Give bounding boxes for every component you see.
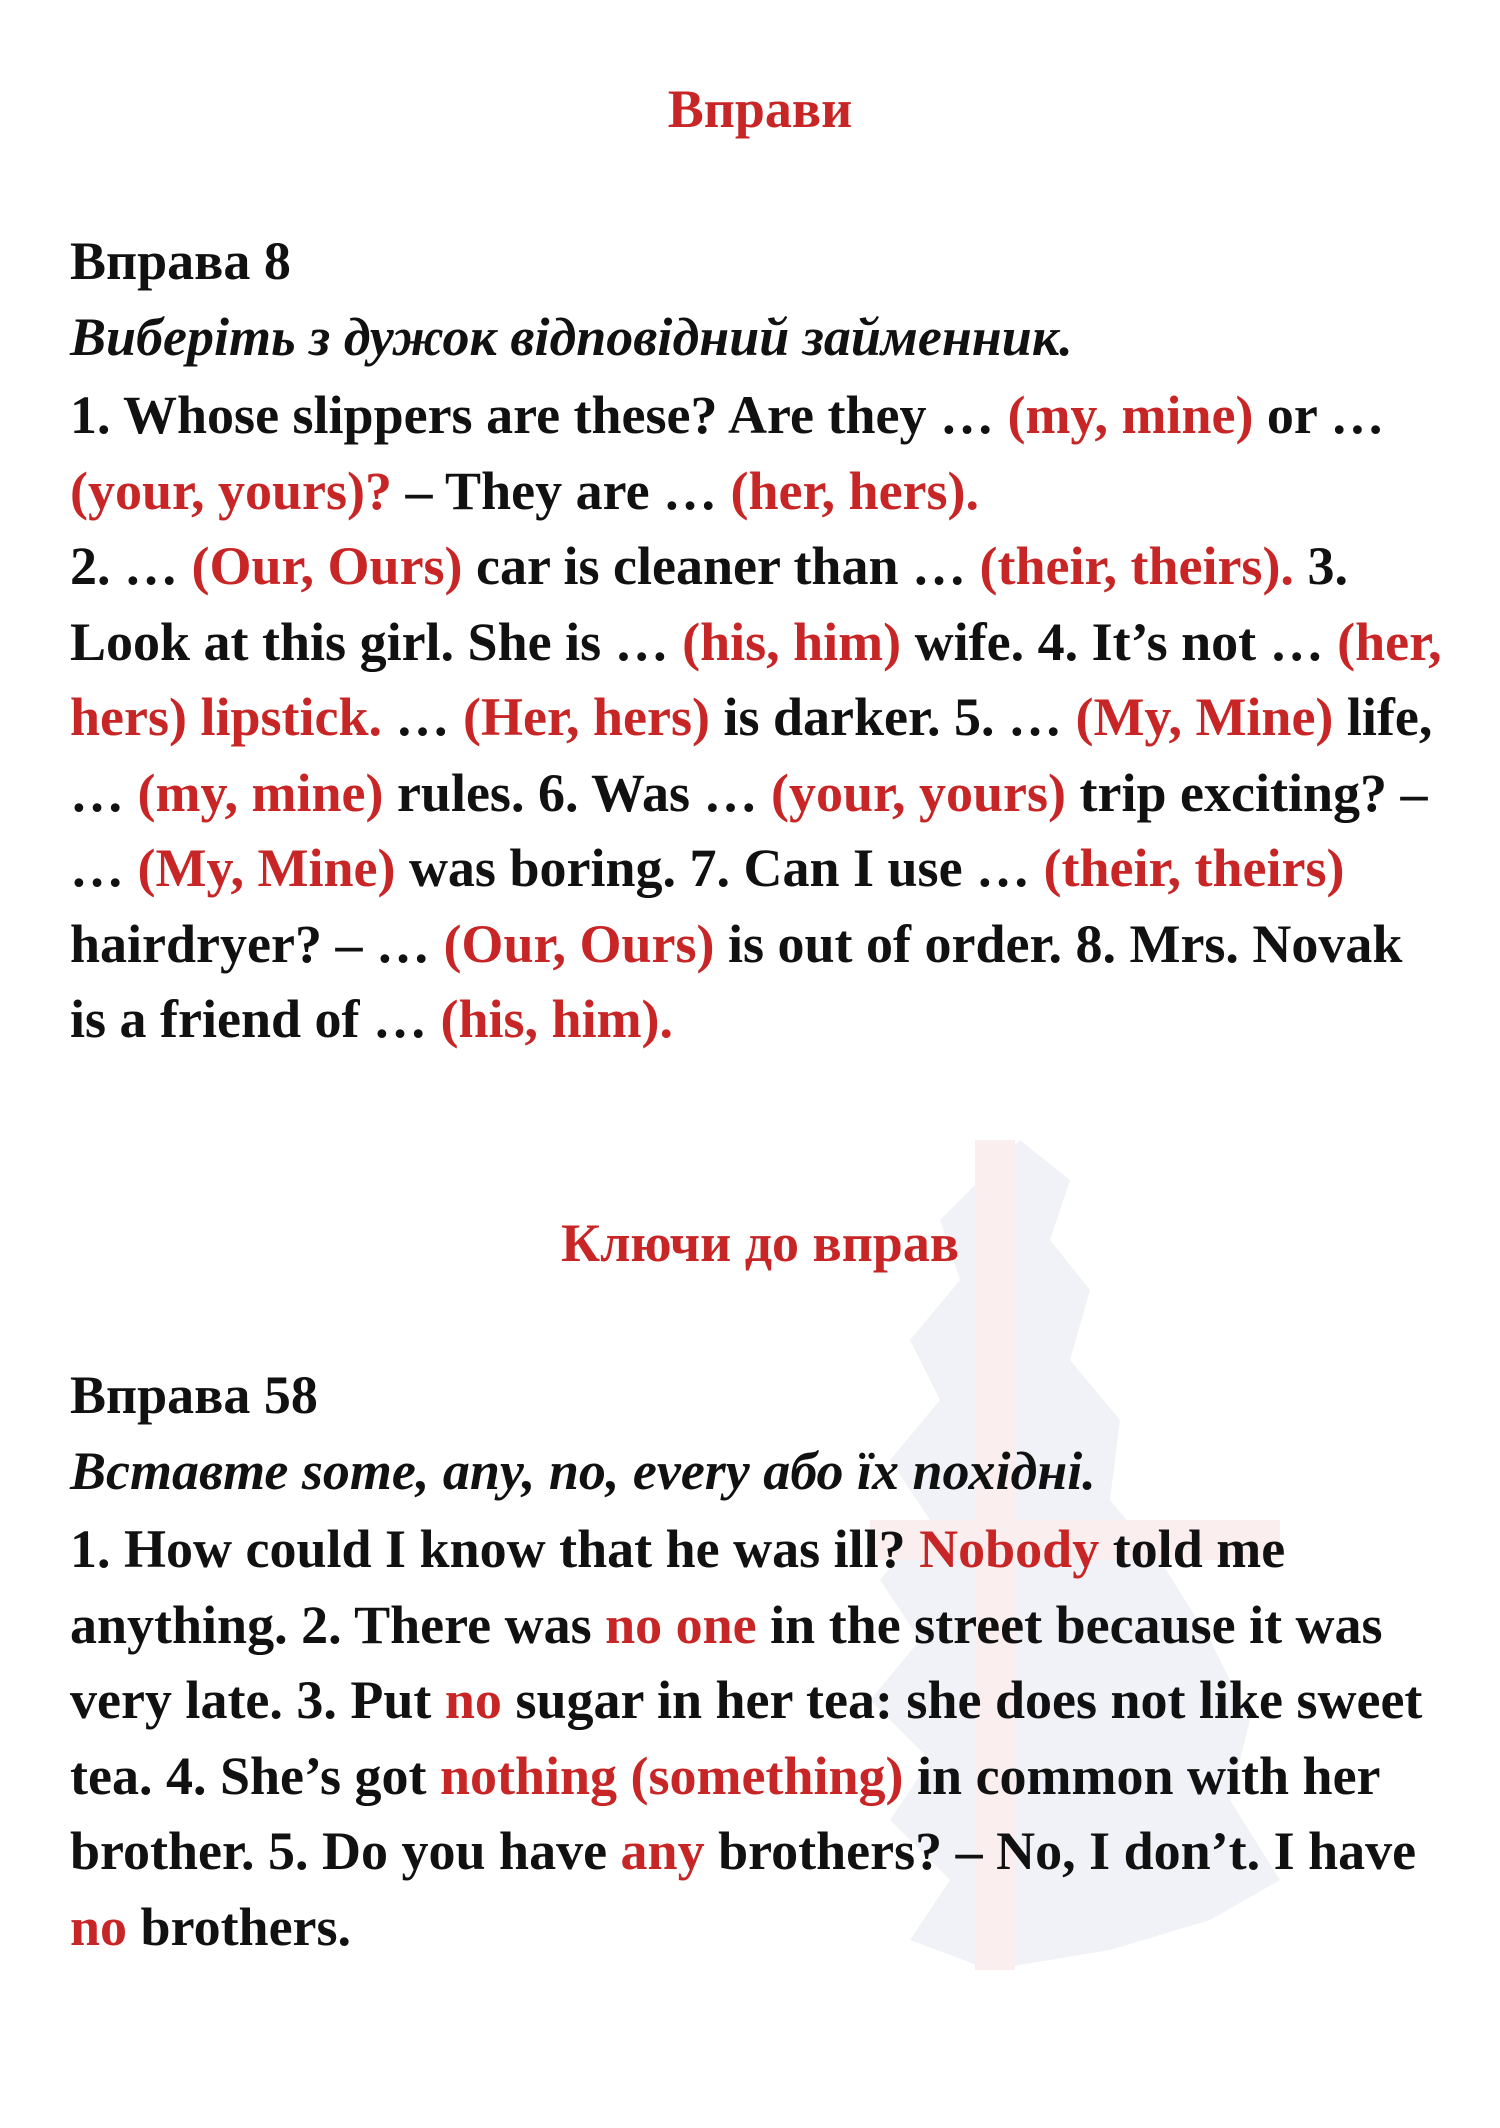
- answer-option: (Her, hers): [463, 687, 710, 747]
- exercise-text-segment: is out of order. 8. Mrs. Novak is a friend of …: [70, 913, 1403, 1049]
- answer-option: (your, yours): [771, 762, 1067, 823]
- exercise-text-segment: was boring. 7. Can I use …: [395, 838, 1044, 898]
- exercise-8-text: [70, 378, 1450, 1058]
- exercise-text-segment: 1. Whose slippers are these? Are they …: [70, 385, 1008, 445]
- exercise-text-segment: or …: [1253, 385, 1385, 445]
- exercise-58-title: Вправа 58: [70, 1365, 318, 1425]
- answer-option: (Our, Ours): [443, 913, 715, 974]
- exercise-text-segment: …: [382, 687, 464, 747]
- exercise-text-segment: is darker. 5. …: [709, 687, 1076, 747]
- exercise-text-segment: 2. …: [70, 536, 192, 596]
- exercise-58-text: [70, 1512, 1450, 1965]
- answer-option: (my, mine): [1007, 385, 1254, 445]
- answer-option: no one: [605, 1594, 757, 1655]
- answer-option: (My, Mine): [137, 838, 396, 898]
- exercise-58-instruction: Вставте some, any, no, every або їх похідні.: [70, 1441, 1096, 1501]
- answer-option: (her, hers).: [730, 460, 980, 521]
- exercise-text-segment: wife. 4. It’s not …: [901, 611, 1338, 672]
- exercise-text-segment: – They are …: [392, 460, 731, 521]
- answer-option: (my, mine): [137, 762, 384, 823]
- exercise-text-segment: brothers? – No, I don’t. I have: [704, 1821, 1417, 1881]
- exercise-text-segment: car is cleaner than …: [476, 536, 980, 596]
- answer-option: nothing (something): [439, 1745, 904, 1806]
- answer-option: Nobody: [919, 1519, 1100, 1579]
- exercise-text-segment: in the street because it was very late. 3. Put: [70, 1594, 1383, 1730]
- exercise-text-segment: sugar in her tea: she does not like sweet tea. 4. She’s got: [70, 1670, 1423, 1806]
- page-title: Вправи: [667, 79, 853, 139]
- exercise-text-segment: hairdryer? – …: [70, 913, 444, 974]
- answer-option: (their, theirs).: [979, 536, 1294, 596]
- exercise-text-segment: trip exciting? – …: [70, 762, 1428, 898]
- answer-option: (his, him): [682, 611, 902, 672]
- answer-option: any: [620, 1821, 705, 1881]
- answer-option: (his, him).: [440, 989, 674, 1049]
- exercise-text-segment: rules. 6. Was …: [383, 762, 771, 823]
- exercise-8-title: Вправа 8: [70, 231, 291, 291]
- exercise-text-segment: brothers.: [127, 1896, 352, 1957]
- exercise-text-segment: life, …: [70, 687, 1433, 823]
- answer-option: no: [70, 1896, 128, 1957]
- exercise-text-segment: 3. Look at this girl. She is …: [70, 536, 1348, 672]
- answer-option: (her, hers) lipstick.: [70, 611, 1442, 747]
- answer-option: (Our, Ours): [191, 536, 477, 596]
- answer-option: (My, Mine): [1075, 687, 1334, 747]
- exercise-text-segment: in common with her brother. 5. Do you have: [70, 1745, 1380, 1881]
- exercise-8-instruction: Виберіть з дужок відповідний займенник.: [70, 307, 1073, 367]
- keys-title: Ключи до вправ: [560, 1213, 959, 1273]
- exercise-text-segment: 1. How could I know that he was ill?: [70, 1519, 920, 1579]
- answer-option: no: [444, 1670, 502, 1730]
- exercise-text-segment: told me anything. 2. There was: [70, 1519, 1286, 1655]
- answer-option: (their, theirs): [1043, 838, 1345, 898]
- answer-option: (your, yours)?: [70, 460, 393, 521]
